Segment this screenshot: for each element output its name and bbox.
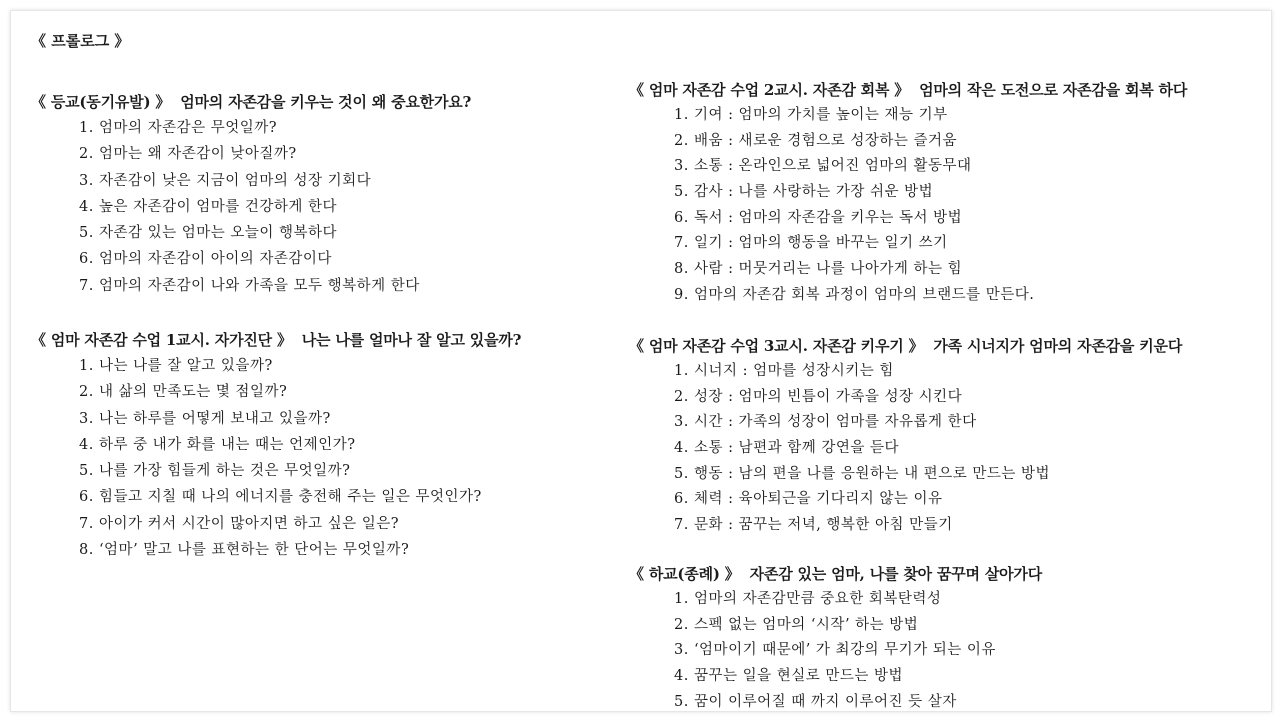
list-item: 4. 꿈꾸는 일을 현실로 만드는 방법 xyxy=(674,668,903,685)
section-heading xyxy=(629,77,1187,103)
section-title: 《 하교(종례) 》 xyxy=(629,565,740,583)
list-item: 6. 힘들고 지칠 때 나의 에너지를 충전해 주는 일은 무엇인가? xyxy=(79,489,482,506)
section-heading xyxy=(31,89,471,115)
list-item: 2. 엄마는 왜 자존감이 낮아질까? xyxy=(79,146,297,163)
list-item: 5. 행동 : 남의 편을 나를 응원하는 내 편으로 만드는 방법 xyxy=(674,465,1050,482)
document-frame xyxy=(10,10,1272,712)
list-item: 8. 사람 : 머뭇거리는 나를 나아가게 하는 힘 xyxy=(674,261,963,278)
section-outro xyxy=(629,561,1042,712)
section-heading xyxy=(629,561,1042,587)
list-item: 5. 꿈이 이루어질 때 까지 이루어진 듯 살자 xyxy=(674,693,957,710)
list-item: 1. 나는 나를 잘 알고 있을까? xyxy=(79,358,273,374)
item-list xyxy=(31,353,521,563)
item-list xyxy=(629,359,1182,539)
item-list xyxy=(629,103,1187,309)
section-class1 xyxy=(31,327,521,563)
list-item: 1. 엄마의 자존감만큼 중요한 회복탄력성 xyxy=(674,591,942,607)
list-item: 6. 독서 : 엄마의 자존감을 키우는 독서 방법 xyxy=(674,209,963,226)
list-item: 5. 나를 가장 힘들게 하는 것은 무엇일까? xyxy=(79,463,351,480)
section-intro xyxy=(31,89,471,299)
section-subtitle: 가족 시너지가 엄마의 자존감을 키운다 xyxy=(933,337,1183,355)
section-subtitle: 자존감 있는 엄마, 나를 찾아 꿈꾸며 살아가다 xyxy=(749,565,1042,583)
list-item: 3. 시간 : 가족의 성장이 엄마를 자유롭게 한다 xyxy=(674,414,977,431)
list-item: 7. 문화 : 꿈꾸는 저녁, 행복한 아침 만들기 xyxy=(674,517,953,534)
list-item: 4. 소통 : 남편과 함께 강연을 듣다 xyxy=(674,440,899,457)
section-subtitle: 나는 나를 얼마나 잘 알고 있을까? xyxy=(301,331,522,349)
list-item: 3. ‘엄마이기 때문에’ 가 최강의 무기가 되는 이유 xyxy=(674,642,996,659)
section-subtitle: 엄마의 작은 도전으로 자존감을 회복 하다 xyxy=(919,81,1188,99)
list-item: 7. 일기 : 엄마의 행동을 바꾸는 일기 쓰기 xyxy=(674,235,948,252)
list-item: 4. 높은 자존감이 엄마를 건강하게 한다 xyxy=(79,198,337,215)
list-item: 5. 감사 : 나를 사랑하는 가장 쉬운 방법 xyxy=(674,184,934,201)
list-item: 3. 나는 하루를 어떻게 보내고 있을까? xyxy=(79,410,331,427)
section-class3 xyxy=(629,333,1182,539)
section-heading xyxy=(31,327,521,353)
section-subtitle: 엄마의 자존감을 키우는 것이 왜 중요한가요? xyxy=(180,93,472,111)
section-title: 《 엄마 자존감 수업 3교시. 자존감 키우기 》 xyxy=(629,337,924,355)
item-list xyxy=(629,587,1042,712)
section-class2 xyxy=(629,77,1187,309)
list-item: 5. 자존감 있는 엄마는 오늘이 행복하다 xyxy=(79,225,337,242)
section-title: 《 엄마 자존감 수업 1교시. 자가진단 》 xyxy=(31,331,292,349)
list-item: 1. 시너지 : 엄마를 성장시키는 힘 xyxy=(674,363,894,379)
list-item: 3. 자존감이 낮은 지금이 엄마의 성장 기회다 xyxy=(79,172,372,189)
list-item: 2. 내 삶의 만족도는 몇 점일까? xyxy=(79,384,288,401)
list-item: 1. 엄마의 자존감은 무엇일까? xyxy=(79,120,278,136)
list-item: 7. 아이가 커서 시간이 많아지면 하고 싶은 일은? xyxy=(79,515,399,532)
list-item: 7. 엄마의 자존감이 나와 가족을 모두 행복하게 한다 xyxy=(79,277,420,294)
list-item: 6. 엄마의 자존감이 아이의 자존감이다 xyxy=(79,251,332,268)
list-item: 2. 배움 : 새로운 경험으로 성장하는 즐거움 xyxy=(674,132,957,149)
prologue-heading: 《 프롤로그 》 xyxy=(31,32,130,50)
list-item: 3. 소통 : 온라인으로 넓어진 엄마의 활동무대 xyxy=(674,158,972,175)
item-list xyxy=(31,115,471,299)
list-item: 6. 체력 : 육아퇴근을 기다리지 않는 이유 xyxy=(674,491,943,508)
section-title: 《 엄마 자존감 수업 2교시. 자존감 회복 》 xyxy=(629,81,910,99)
section-heading xyxy=(629,333,1182,359)
list-item: 4. 하루 중 내가 화를 내는 때는 언제인가? xyxy=(79,436,356,453)
list-item: 2. 성장 : 엄마의 빈틈이 가족을 성장 시킨다 xyxy=(674,388,963,405)
list-item: 1. 기여 : 엄마의 가치를 높이는 재능 기부 xyxy=(674,107,948,123)
section-title: 《 등교(동기유발) 》 xyxy=(31,93,171,111)
list-item: 9. 엄마의 자존감 회복 과정이 엄마의 브랜드를 만든다. xyxy=(674,286,1035,303)
list-item: 8. ‘엄마’ 말고 나를 표현하는 한 단어는 무엇일까? xyxy=(79,542,410,559)
list-item: 2. 스펙 없는 엄마의 ‘시작’ 하는 방법 xyxy=(674,616,919,633)
